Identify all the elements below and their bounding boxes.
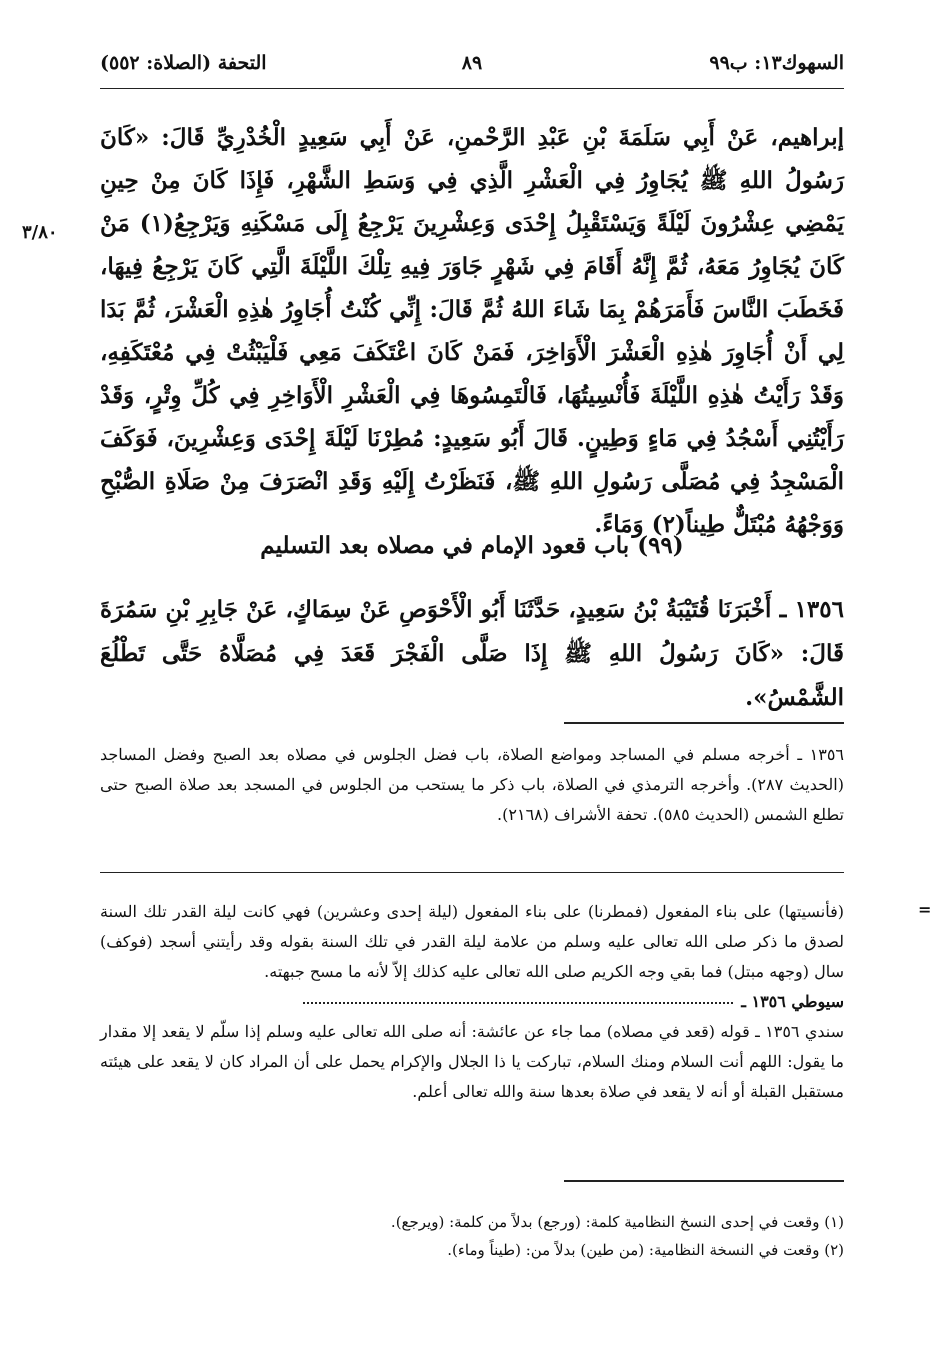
takhrij-note: ١٣٥٦ ـ أخرجه مسلم في المساجد ومواضع الصلاة، باب فضل الجلوس في مصلاه بعد الصبح وفضل المساجد (الحديث ٢٨٧). وأخرجه الترمذي في الصلاة، باب ذكر ما يستحب من الجلوس في المسجد بعد صلاة الصبح حتى تطلع الشمس (الحديث ٥٨٥). تحفة الأشراف (٢١٦٨). xyxy=(100,745,844,824)
continuation-mark: = xyxy=(918,900,932,919)
commentary-section xyxy=(100,897,844,1107)
hadith-body-paragraph: إبراهيم، عَنْ أَبِي سَلَمَةَ بْنِ عَبْدِ الرَّحْمنِ، عَنْ أَبِي سَعِيدٍ الْخُدْرِيِّ قَالَ: «كَانَ رَسُولُ اللهِ ﷺ يُجَاوِرُ فِي الْعَشْرِ الَّذِي فِي وَسَطِ الشَّهْرِ، فَإِذَا كَانَ مِنْ حِينِ يَمْضِي عِشْرُونَ لَيْلَةً وَيَسْتَقْبِلُ إِحْدَى وَعِشْرِينَ يَرْجِعُ إِلَى مَسْكَنِهِ وَيَرْجِعُ(١) مَنْ كَانَ يُجَاوِرُ مَعَهُ، ثُمَّ إِنَّهُ أَقَامَ فِي شَهْرٍ جَاوَرَ فِيهِ تِلْكَ اللَّيْلَةَ الَّتِي كَانَ يَرْجِعُ فِيهَا، فَخَطَبَ النَّاسَ فَأَمَرَهُمْ بِمَا شَاءَ اللهُ ثُمَّ قَالَ: إِنِّي كُنْتُ أُجَاوِرُ هٰذِهِ الْعَشْرَ، ثُمَّ بَدَا لِي أَنْ أُجَاوِرَ هٰذِهِ الْعَشْرَ الْأَوَاخِرَ، فَمَنْ كَانَ اعْتَكَفَ مَعِي فَلْيَبْثُتْ فِي مُعْتَكَفِهِ، وَقَدْ رَأَيْتُ هٰذِهِ اللَّيْلَةَ فَأُنْسِيتُهَا، فَالْتَمِسُوهَا فِي الْعَشْرِ الْأَوَاخِرِ فِي كُلِّ وِتْرٍ، وَقَدْ رَأَيْتُنِي أَسْجُدُ فِي مَاءٍ وَطِينٍ. قَالَ أَبُو سَعِيدٍ: مُطِرْنَا لَيْلَةَ إِحْدَى وَعِشْرِينَ، فَوَكَفَ الْمَسْجِدُ فِي مُصَلَّى رَسُولِ اللهِ ﷺ، فَنَظَرْتُ إِلَيْهِ وَقَدِ انْصَرَفَ مِنْ صَلَاةِ الصُّبْحِ وَوَجْهُهُ مُبْتَلٌّ طِيناً(٢) وَمَاءً. xyxy=(100,124,845,538)
header-rule xyxy=(100,88,844,89)
footnote-2: (٢) وقعت في النسخة النظامية: (من طين) بدلاً من: (طيناً وماء). xyxy=(447,1241,844,1259)
footnotes-separator xyxy=(564,1180,844,1182)
header-tuhfa-reference: التحفة (الصلاة: ٥٥٢) xyxy=(100,52,267,74)
commentary-continuation: (فأنسيتها) على بناء المفعول (فمطرنا) على بناء المفعول (ليلة إحدى وعشرين) فهي كانت ليلة القدر تلك السنة لصدق ما ذكر صلى الله تعالى عليه وسلم من علامة ليلة القدر في تلك السنة بقوله وقد رأيتني أسجد (فوكف) سال (وجهه مبتل) فما بقي وجه الكريم صلى الله تعالى عليه كذلك إلاّ لأنه ما مسح جبهته. xyxy=(100,902,844,981)
hadith-1356: ١٣٥٦ ـ أَخْبَرَنَا قُتَيْبَةُ بْنُ سَعِيدٍ، حَدَّثَنَا أَبُو الْأَحْوَصِ عَنْ سِمَاكٍ، عَنْ جَابِرِ بْنِ سَمُرَةَ قَالَ: «كَانَ رَسُولُ اللهِ ﷺ إِذَا صَلَّى الْفَجْرَ قَعَدَ فِي مُصَلَّاهُ حَتَّى تَطْلُعَ الشَّمْسُ». xyxy=(100,596,844,711)
hadith-body-text xyxy=(100,116,844,546)
suyuti-line xyxy=(100,987,844,1017)
footnotes xyxy=(100,1208,844,1264)
footnote-1: (١) وقعت في إحدى النسخ النظامية كلمة: (ورجع) بدلاً من كلمة: (ويرجع). xyxy=(390,1213,844,1231)
header-reference: السهوك١٣: ب٩٩ xyxy=(709,52,844,74)
page-number: ٨٩ xyxy=(461,52,483,74)
margin-note: ٣/٨٠ xyxy=(22,222,58,243)
suyuti-label: سيوطي ١٣٥٦ ـ xyxy=(741,992,844,1011)
commentary-separator xyxy=(100,872,844,873)
footnote-separator-short xyxy=(564,722,844,724)
dotted-leader xyxy=(303,1002,733,1004)
chapter-title: (٩٩) باب قعود الإمام في مصلاه بعد التسليم xyxy=(260,532,684,559)
page-header xyxy=(100,52,844,82)
sindi-commentary: سندي ١٣٥٦ ـ قوله (قعد في مصلاه) مما جاء عن عائشة: أنه صلى الله تعالى عليه وسلم إذا سلّم لا يقعد إلا مقدار ما يقول: اللهم أنت السلام ومنك السلام، تباركت يا ذا الجلال والإكرام يحمل على أن المراد كان لا يقعد على هيئته مستقبل القبلة أو أنه لا يقعد في صلاة بعدها سنة والله تعالى أعلم. xyxy=(100,1022,844,1101)
